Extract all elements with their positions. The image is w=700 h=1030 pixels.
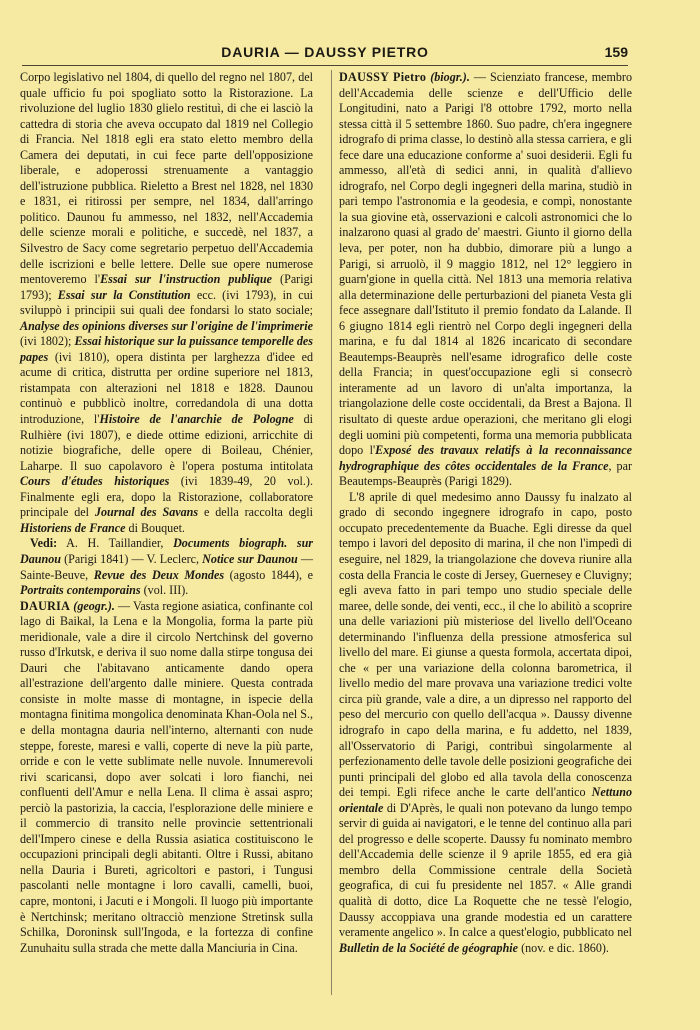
header-rule <box>22 65 628 66</box>
dauria-entry: DAURIA (geogr.). — Vasta regione asiatica, confinante col lago di Baikal, la Lena e la Mongolia, forma la parte più meridionale, vale a dire il circolo Nertchinsk del governo russo d'Irkutsk, e deriva il suo nome dalla stirpe tongusa dei Dauri che l'abitavano anticamente dando opera all'estrazione dell'argento dalle miniere. Questa contrada consiste in molte masse di montagne, in ispecie della montagna finitima mongolica denominata Khan-Oola nel S., e della montagna dauria nell'interno, alternanti con nude steppe, foreste, maresi e valli, coperte di neve la più parte, orride e con le vette sublimate nelle nuvole. Innumerevoli rivi scaricansi, dopo aver solcati i loro fianchi, nei confluenti dell'Amur e nella Lena. Il clima è assai aspro; perciò la pastorizia, la caccia, l'esplorazione delle miniere e il commercio di transito nelle provincie settentrionali dell'Impero cinese e della Russia asiatica costituiscono le occupazioni principali degli abitanti. Oltre i Russi, abitano nella Dauria i Bureti, agricoltori e pastori, i Tungusi pascolanti nelle montagne i loro cavalli, camelli, buoi, capre, montoni, i Jacuti e i Mongoli. Il luogo più importante è Nertchinsk; meritano oltracciò menzione Stretinsk sulla Schilka, Doroninsk sull'Ingoda, e la fortezza di confine Zunuhaitu sulla strada che mette dalla Manciuria in Cina. <box>20 598 313 955</box>
left-column <box>20 70 313 956</box>
page-header <box>22 42 628 64</box>
right-column <box>339 70 632 956</box>
daussy-paragraph-2: L'8 aprile di quel medesimo anno Daussy fu inalzato al grado di secondo ingegnere idrografo in capo, posto occupato precedentemente da Buache. Egli diresse da quel tempo i lavori del deposito di marina, il che non l'impedì di eseguire, nel 1829, la triangolazione che doveva riunire alla costa della Francia le coste di Jersey, Guernesey e Cluvigny; egli aveva fatto in pari tempo uno studio speciale delle maree, delle sonde, dei venti, ecc., il che lo abilitò a scoprire una delle variazioni più misteriose del livello dell'Oceano determinando l'influenza della pressione atmosferica sul livello del mare. Ei giunse a questa formola, accertata dipoi, che « per una variazione della colonna barometrica, il livello medio del mare provava una variazione tredici volte circa più grande, vale a dire, a un dipresso nel rapporto del peso del mercurio con quello dell'acqua ». Daussy divenne idrografo in capo della marina, e fu addetto, nel 1839, all'Osservatorio di Parigi, contribuì singolarmente al perfezionamento delle tavole delle posizioni geografiche dei punti principali del globo ed alla tavola della conoscenza dei tempi. Egli rifece anche le carte dell'antico Nettuno orientale di D'Après, le quali non potevano da lungo tempo servir di guida ai navigatori, e le tenne del continuo alla pari del progresso e delle scoperte. Daussy fu nominato membro dell'Accademia delle scienze il 9 aprile 1855, ed era già membro della Commissione centrale della Società geografica, di cui fu presidente nel 1857. « Alle grandi qualità di dotto, dice La Roquette che ne tessè l'elogio, Daussy accoppiava una grande modestia ed un carattere veramente angelico ». In calce a quest'elogio, pubblicato nel Bulletin de la Société de géographie (nov. e dic. 1860). <box>339 489 632 955</box>
page-number: 159 <box>604 44 628 60</box>
dauria-headword: DAURIA <box>20 598 71 613</box>
daussy-entry: DAUSSY Pietro (biogr.). — Scienziato francese, membro dell'Accademia delle scienze e dell'Ufficio delle Longitudini, nato a Parigi l'8 ottobre 1792, morto nella stessa città il 5 settembre 1860. Suo padre, ch'era ingegnere idrografo di prima classe, lo destinò alla stessa carriera, e gli fece dare una educazione conforme a' suoi desiderii. Egli fu ammesso, all'età di sedici anni, in qualità d'allievo idrografo, nel Corpo degli ingegneri della marina, studiò in pari tempo l'astronomia e la geodesia, e compì, nonostante la sua giovine età, osservazioni e calcoli astronomici che lo inalzarono quasi al grado de' maestri. Giunto il giorno della leva, per poter, non ha dubbio, dimorare più a lungo a Parigi, si arruolò, il 9 maggio 1812, nel 12° leggiero in guarn'gione in quella città. Nel 1813 una memoria relativa alla determinazione delle perturbazioni del pianeta Vesta gli fece assegnare dall'Istituto il premio fondato da Lalande. Il 6 giugno 1814 egli rientrò nel Corpo degli ingegneri della marina, e fu dal 1814 al 1826 incaricato di secondare Beautemps-Beauprès nell'esame idrografico delle coste della Francia; in quest'occupazione egli si consecrò interamente ad un lavoro di un'alta importanza, la triangolazione delle coste occidentali, da Brest a Bajona. Il risultato di queste ardue operazioni, che meritano gli elogi degli uomini più competenti, forma una memoria pubblicata dopo l'Exposé des travaux relatifs à la reconnaissance hydrographique des côtes occidentales de la France, par Beautemps-Beauprès (Parigi 1829). <box>339 70 633 489</box>
daunou-continuation: Corpo legislativo nel 1804, di quello del regno nel 1807, del quale ufficio fu poi spogliato sotto la Ristorazione. La rivoluzione del luglio 1830 glielo restituì, di che ei lasciò la cattedra di storia che aveva occupato dal 1819 nel Collegio di Francia. Nel 1818 egli era stato eletto membro della Camera dei deputati, in cui fece parte dell'opposizione liberale, e adoperossi strenuamente a vantaggio dell'istruzione pubblica. Rieletto a Brest nel 1828, nel 1830 e 1831, ei ritirossi per sempre, nel 1834, dall'arringo politico. Daunou fu ammesso, nel 1832, nell'Accademia delle scienze morali e politiche, e succedè, nel 1837, a Silvestro de Sacy come segretario perpetuo dell'Accademia delle iscrizioni e belle lettere. Delle sue opere numerose mentoveremo l'Essai sur l'instruction publique (Parigi 1793); Essai sur la Constitution ecc. (ivi 1793), in cui sviluppò i principii sui quali dee fondarsi lo stato sociale; Analyse des opinions diverses sur l'origine de l'imprimerie (ivi 1802); Essai historique sur la puissance temporelle des papes (ivi 1810), opera distinta per larghezza d'idee ed acume di critica, distrutta per ordine superiore nel 1813, ristampata con alterazioni nel 1818 e 1828. Daunou continuò e pubblicò inoltre, corredandola di una dotta introduzione, l'Histoire de l'anarchie de Pologne di Rulhière (ivi 1807), e diede ottime edizioni, arricchite di notizie biografiche, delle opere di Boileau, Chénier, Laharpe. Il suo capolavoro è l'opera postuma intitolata Cours d'études historiques (ivi 1839-49, 20 vol.). Finalmente egli era, dopo la Ristorazione, collaboratore principale del Journal des Savans e della raccolta degli Historiens de France di Bouquet. <box>20 70 314 535</box>
running-title: DAURIA — DAUSSY PIETRO <box>221 44 429 60</box>
daunou-references: Vedi: A. H. Taillandier, Documents biograph. sur Daunou (Parigi 1841) — V. Leclerc, Notice sur Daunou — Sainte-Beuve, Revue des Deux Mondes (agosto 1844), e Portraits contemporains (vol. III). <box>20 536 314 598</box>
column-divider <box>331 70 332 995</box>
daussy-headword: DAUSSY Pietro <box>339 70 427 84</box>
